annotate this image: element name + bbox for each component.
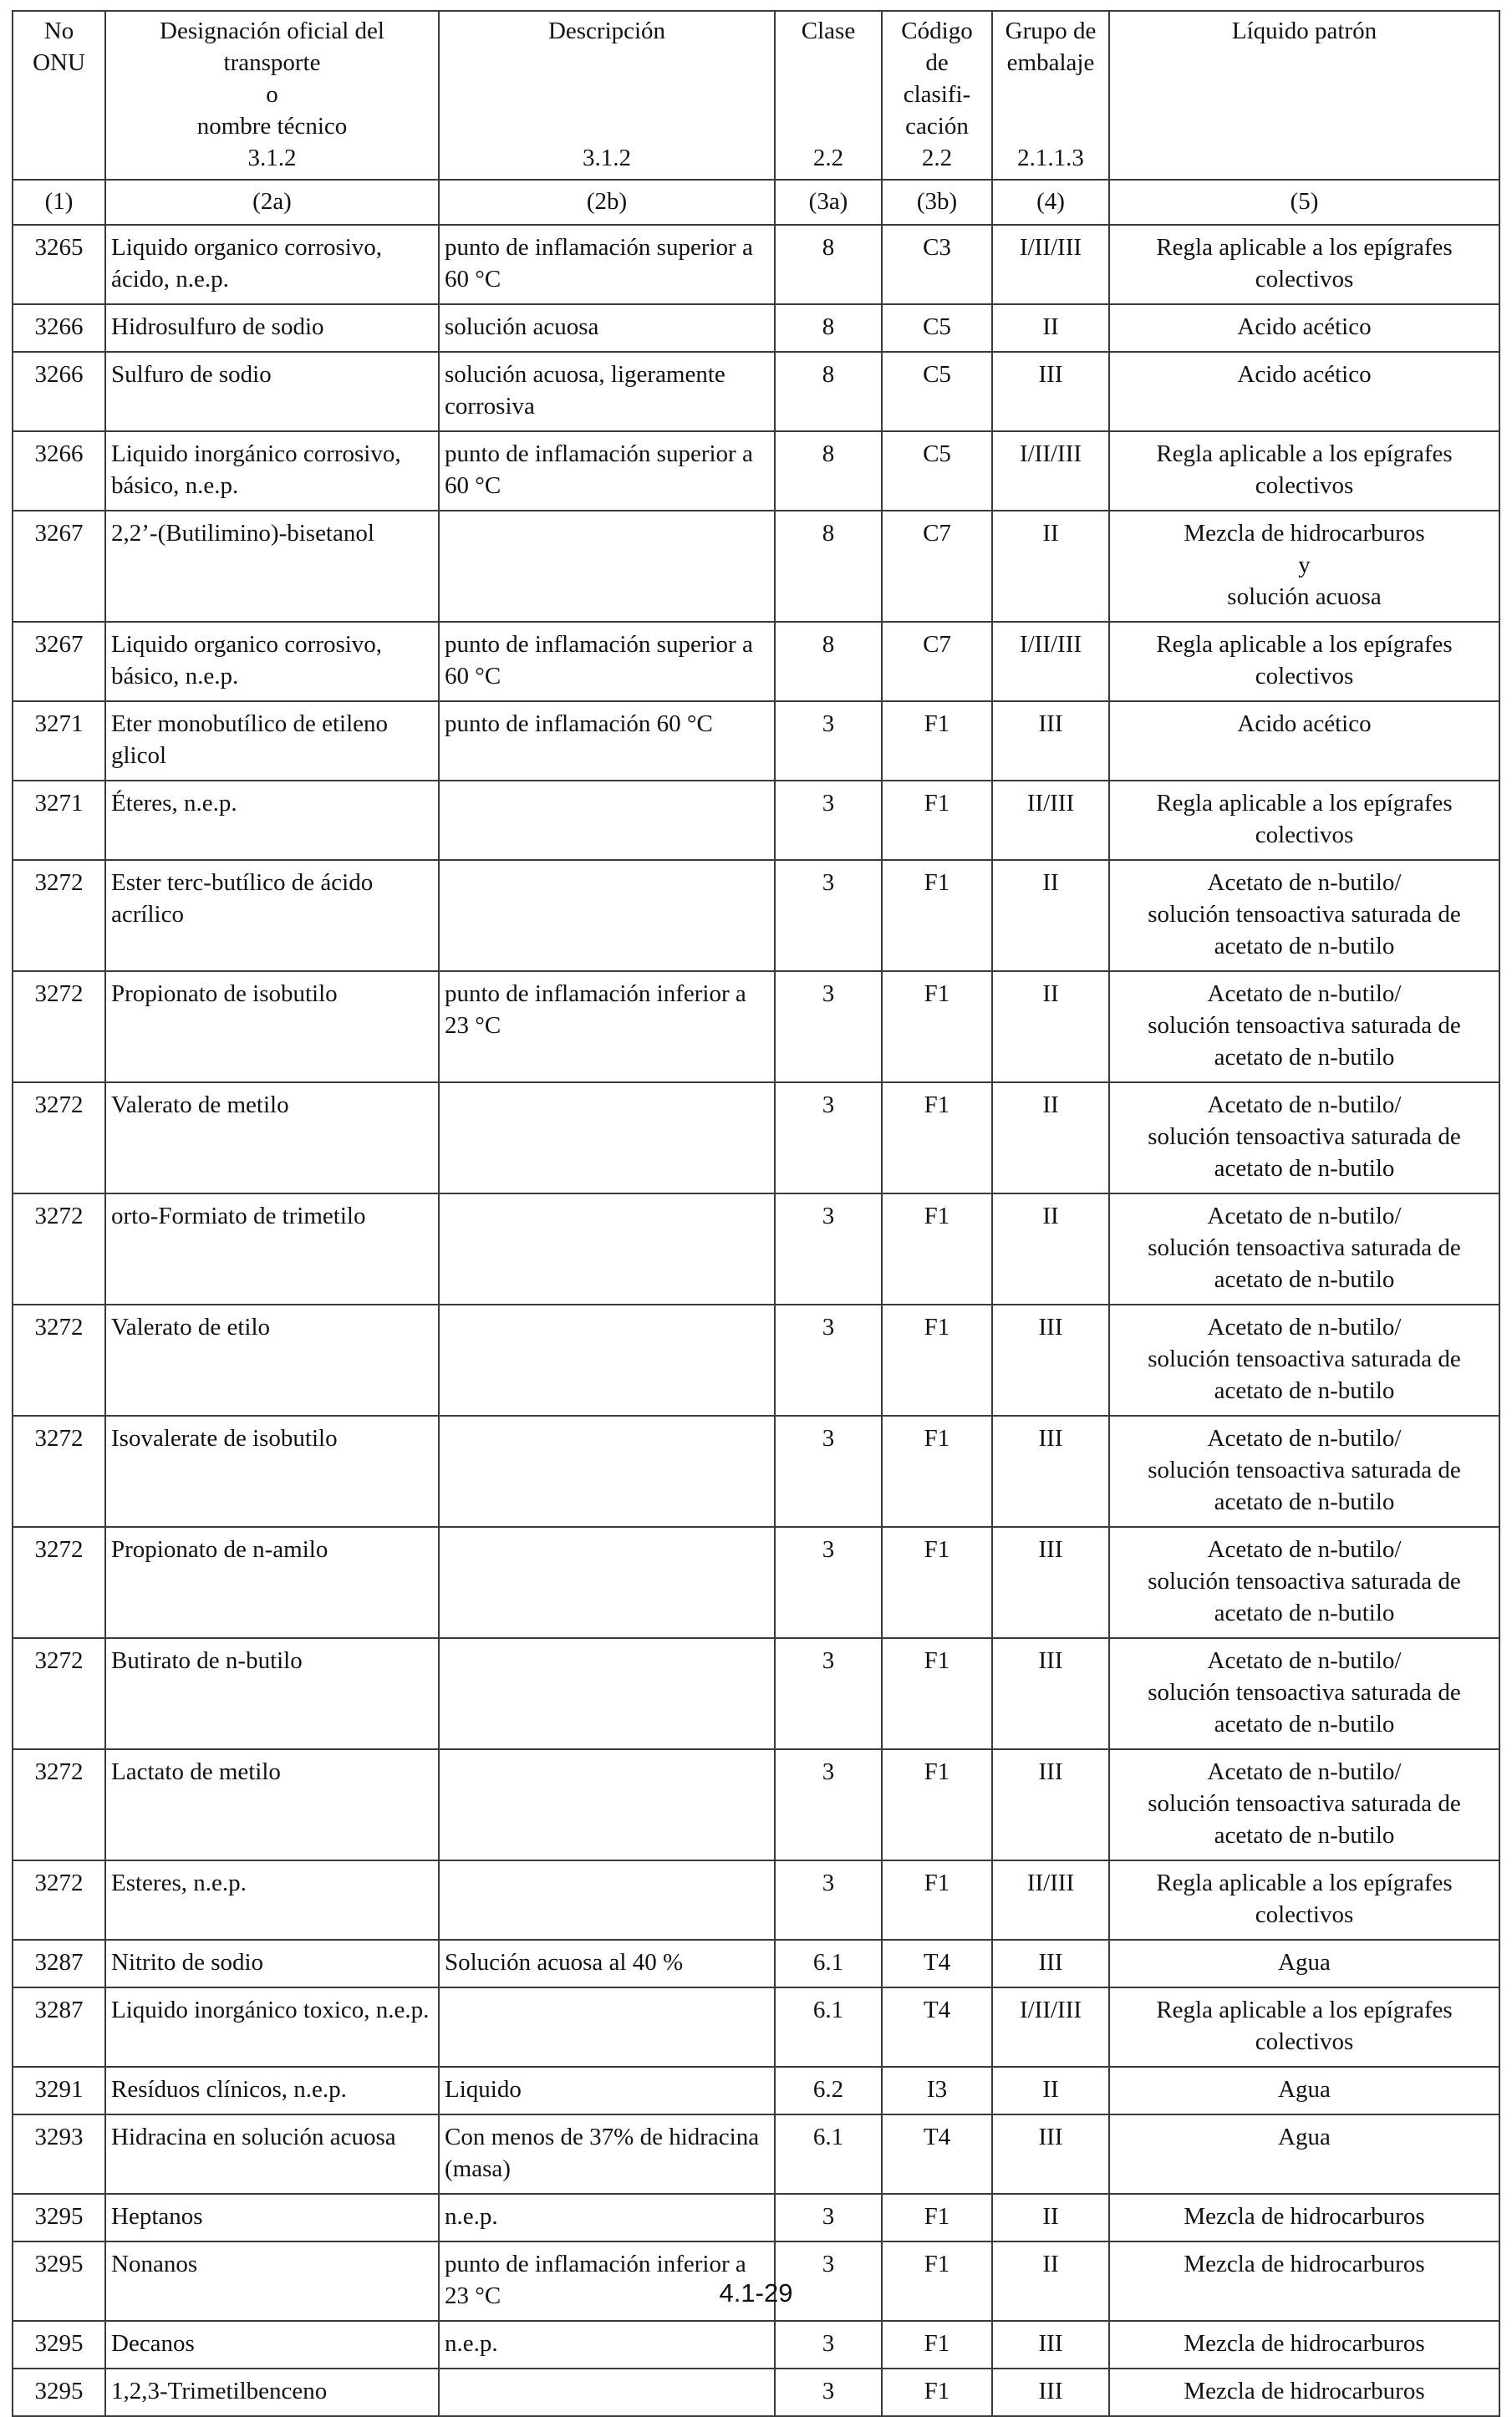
- header-title: Designación oficial del transporte o nombre técnico: [160, 18, 384, 140]
- onu-number-cell: 3293: [13, 2114, 105, 2194]
- standard-liquid-cell: Mezcla de hidrocarburos: [1109, 2321, 1499, 2369]
- designation-cell: orto-Formiato de trimetilo: [105, 1193, 439, 1305]
- table-row: [13, 1987, 1499, 2067]
- classification-code-cell: C7: [882, 511, 992, 622]
- designation-cell: Liquido organico corrosivo, básico, n.e.p.: [105, 622, 439, 701]
- designation-cell: Sulfuro de sodio: [105, 352, 439, 431]
- table-row: [13, 2067, 1499, 2114]
- table-row: [13, 352, 1499, 431]
- header-title: Descripción: [547, 18, 666, 44]
- description-cell: [439, 1638, 775, 1749]
- description-cell: punto de inflamación superior a 60 °C: [439, 225, 775, 304]
- standard-liquid-cell: Mezcla de hidrocarburos: [1109, 2369, 1499, 2416]
- classification-code-cell: C7: [882, 622, 992, 701]
- description-cell: punto de inflamación superior a 60 °C: [439, 431, 775, 511]
- onu-number-cell: 3272: [13, 1082, 105, 1193]
- classification-code-cell: C5: [882, 304, 992, 352]
- classification-code-cell: F1: [882, 860, 992, 971]
- class-cell: 6.1: [775, 2114, 882, 2194]
- description-cell: [439, 1082, 775, 1193]
- class-cell: 3: [775, 1416, 882, 1527]
- packing-group-cell: II: [992, 971, 1109, 1082]
- class-cell: 8: [775, 511, 882, 622]
- classification-code-cell: F1: [882, 1305, 992, 1416]
- standard-liquid-cell: Acetato de n-butilo/ solución tensoactiva saturada de acetato de n-butilo: [1109, 1193, 1499, 1305]
- packing-group-cell: II/III: [992, 781, 1109, 860]
- header-ref: 2.2: [921, 145, 953, 171]
- designation-cell: Propionato de isobutilo: [105, 971, 439, 1082]
- packing-group-cell: III: [992, 701, 1109, 781]
- designation-cell: Decanos: [105, 2321, 439, 2369]
- header-ref: 3.1.2: [247, 145, 297, 171]
- classification-code-cell: C5: [882, 431, 992, 511]
- description-cell: [439, 860, 775, 971]
- table-row: [13, 622, 1499, 701]
- onu-number-cell: 3266: [13, 304, 105, 352]
- class-cell: 3: [775, 1527, 882, 1638]
- table-row: [13, 2114, 1499, 2194]
- header-grupo: [992, 11, 1109, 180]
- standard-liquid-cell: Mezcla de hidrocarburos: [1109, 2194, 1499, 2241]
- class-cell: 6.1: [775, 1940, 882, 1987]
- table-row: [13, 971, 1499, 1082]
- onu-number-cell: 3287: [13, 1940, 105, 1987]
- standard-liquid-cell: Agua: [1109, 1940, 1499, 1987]
- description-cell: n.e.p.: [439, 2194, 775, 2241]
- classification-code-cell: F1: [882, 1860, 992, 1940]
- table-row: [13, 511, 1499, 622]
- description-cell: [439, 1193, 775, 1305]
- class-cell: 8: [775, 352, 882, 431]
- column-number: (3a): [775, 180, 882, 225]
- classification-code-cell: F1: [882, 701, 992, 781]
- designation-cell: Ester terc-butílico de ácido acrílico: [105, 860, 439, 971]
- header-title: No ONU: [33, 18, 85, 76]
- table-row: [13, 225, 1499, 304]
- column-number: (5): [1109, 180, 1499, 225]
- class-cell: 3: [775, 1082, 882, 1193]
- class-cell: 8: [775, 225, 882, 304]
- standard-liquid-cell: Regla aplicable a los epígrafes colectivos: [1109, 622, 1499, 701]
- standard-liquid-cell: Acetato de n-butilo/ solución tensoactiva saturada de acetato de n-butilo: [1109, 1082, 1499, 1193]
- header-clase: [775, 11, 882, 180]
- standard-liquid-cell: Acetato de n-butilo/ solución tensoactiva saturada de acetato de n-butilo: [1109, 1416, 1499, 1527]
- packing-group-cell: II: [992, 2067, 1109, 2114]
- table-row: [13, 701, 1499, 781]
- designation-cell: Butirato de n-butilo: [105, 1638, 439, 1749]
- onu-number-cell: 3295: [13, 2369, 105, 2416]
- class-cell: 3: [775, 2241, 882, 2321]
- classification-code-cell: F1: [882, 971, 992, 1082]
- standard-liquid-cell: Acetato de n-butilo/ solución tensoactiva saturada de acetato de n-butilo: [1109, 1749, 1499, 1860]
- packing-group-cell: III: [992, 2321, 1109, 2369]
- packing-group-cell: III: [992, 1527, 1109, 1638]
- classification-code-cell: F1: [882, 1527, 992, 1638]
- onu-number-cell: 3291: [13, 2067, 105, 2114]
- description-cell: [439, 781, 775, 860]
- class-cell: 3: [775, 2194, 882, 2241]
- onu-number-cell: 3295: [13, 2241, 105, 2321]
- table-row: [13, 1940, 1499, 1987]
- designation-cell: Éteres, n.e.p.: [105, 781, 439, 860]
- standard-liquid-cell: Acido acético: [1109, 304, 1499, 352]
- description-cell: [439, 1416, 775, 1527]
- designation-cell: Propionato de n-amilo: [105, 1527, 439, 1638]
- packing-group-cell: II: [992, 1082, 1109, 1193]
- column-number: (4): [992, 180, 1109, 225]
- column-number: (1): [13, 180, 105, 225]
- header-ref: 2.2: [812, 145, 844, 171]
- designation-cell: 1,2,3-Trimetilbenceno: [105, 2369, 439, 2416]
- designation-cell: Resíduos clínicos, n.e.p.: [105, 2067, 439, 2114]
- onu-number-cell: 3266: [13, 431, 105, 511]
- header-title: Clase: [801, 18, 856, 44]
- description-cell: [439, 1749, 775, 1860]
- header-designacion: [105, 11, 439, 180]
- designation-cell: Liquido inorgánico corrosivo, básico, n.e.p.: [105, 431, 439, 511]
- class-cell: 8: [775, 431, 882, 511]
- onu-number-cell: 3295: [13, 2194, 105, 2241]
- table-row: [13, 1305, 1499, 1416]
- class-cell: 3: [775, 1749, 882, 1860]
- class-cell: 8: [775, 622, 882, 701]
- onu-number-cell: 3271: [13, 781, 105, 860]
- onu-number-cell: 3272: [13, 1638, 105, 1749]
- description-cell: [439, 1305, 775, 1416]
- classification-code-cell: F1: [882, 2194, 992, 2241]
- designation-cell: Nitrito de sodio: [105, 1940, 439, 1987]
- description-cell: punto de inflamación inferior a 23 °C: [439, 971, 775, 1082]
- header-title: Grupo de embalaje: [1005, 18, 1097, 76]
- classification-code-cell: C5: [882, 352, 992, 431]
- description-cell: punto de inflamación superior a 60 °C: [439, 622, 775, 701]
- description-cell: n.e.p.: [439, 2321, 775, 2369]
- standard-liquid-cell: Acetato de n-butilo/ solución tensoactiva saturada de acetato de n-butilo: [1109, 1305, 1499, 1416]
- page-number: 4.1-29: [719, 2278, 793, 2308]
- onu-number-cell: 3295: [13, 2321, 105, 2369]
- packing-group-cell: II: [992, 1193, 1109, 1305]
- table-row: [13, 2194, 1499, 2241]
- standard-liquid-cell: Regla aplicable a los epígrafes colectivos: [1109, 1860, 1499, 1940]
- description-cell: solución acuosa: [439, 304, 775, 352]
- packing-group-cell: III: [992, 1638, 1109, 1749]
- classification-code-cell: T4: [882, 1987, 992, 2067]
- standard-liquid-cell: Regla aplicable a los epígrafes colectivos: [1109, 781, 1499, 860]
- classification-code-cell: F1: [882, 1749, 992, 1860]
- column-number: (3b): [882, 180, 992, 225]
- table-body: [13, 225, 1499, 2416]
- packing-group-cell: II: [992, 304, 1109, 352]
- table-row: [13, 1749, 1499, 1860]
- classification-code-cell: T4: [882, 2114, 992, 2194]
- packing-group-cell: II/III: [992, 1860, 1109, 1940]
- header-row: [13, 11, 1499, 180]
- standard-liquid-cell: Mezcla de hidrocarburos y solución acuosa: [1109, 511, 1499, 622]
- header-title: Líquido patrón: [1231, 18, 1377, 44]
- packing-group-cell: III: [992, 1749, 1109, 1860]
- description-cell: solución acuosa, ligeramente corrosiva: [439, 352, 775, 431]
- column-number: (2b): [439, 180, 775, 225]
- table-row: [13, 1193, 1499, 1305]
- classification-code-cell: T4: [882, 1940, 992, 1987]
- standard-liquid-cell: Acetato de n-butilo/ solución tensoactiva saturada de acetato de n-butilo: [1109, 1527, 1499, 1638]
- table-row: [13, 860, 1499, 971]
- description-cell: [439, 2369, 775, 2416]
- onu-number-cell: 3267: [13, 511, 105, 622]
- classification-code-cell: F1: [882, 1082, 992, 1193]
- designation-cell: Valerato de etilo: [105, 1305, 439, 1416]
- designation-cell: Hidracina en solución acuosa: [105, 2114, 439, 2194]
- table-row: [13, 431, 1499, 511]
- onu-number-cell: 3265: [13, 225, 105, 304]
- onu-number-cell: 3272: [13, 1527, 105, 1638]
- classification-code-cell: F1: [882, 2369, 992, 2416]
- standard-liquid-cell: Acido acético: [1109, 352, 1499, 431]
- designation-cell: Valerato de metilo: [105, 1082, 439, 1193]
- packing-group-cell: III: [992, 2114, 1109, 2194]
- class-cell: 3: [775, 1305, 882, 1416]
- description-cell: punto de inflamación inferior a 23 °C: [439, 2241, 775, 2321]
- description-cell: [439, 1527, 775, 1638]
- designation-cell: Hidrosulfuro de sodio: [105, 304, 439, 352]
- designation-cell: Nonanos: [105, 2241, 439, 2321]
- packing-group-cell: I/II/III: [992, 1987, 1109, 2067]
- onu-number-cell: 3272: [13, 1193, 105, 1305]
- onu-number-cell: 3272: [13, 1416, 105, 1527]
- header-ref: 2.1.1.3: [1017, 145, 1084, 171]
- standard-liquid-cell: Regla aplicable a los epígrafes colectivos: [1109, 1987, 1499, 2067]
- designation-cell: 2,2’-(Butilimino)-bisetanol: [105, 511, 439, 622]
- classification-code-cell: F1: [882, 2321, 992, 2369]
- column-number: (2a): [105, 180, 439, 225]
- onu-number-cell: 3267: [13, 622, 105, 701]
- class-cell: 3: [775, 1638, 882, 1749]
- onu-number-cell: 3272: [13, 1860, 105, 1940]
- description-cell: Solución acuosa al 40 %: [439, 1940, 775, 1987]
- classification-code-cell: C3: [882, 225, 992, 304]
- table-row: [13, 781, 1499, 860]
- packing-group-cell: I/II/III: [992, 431, 1109, 511]
- packing-group-cell: III: [992, 1416, 1109, 1527]
- packing-group-cell: III: [992, 2369, 1109, 2416]
- packing-group-cell: II: [992, 2241, 1109, 2321]
- classification-code-cell: F1: [882, 2241, 992, 2321]
- packing-group-cell: III: [992, 1940, 1109, 1987]
- designation-cell: Esteres, n.e.p.: [105, 1860, 439, 1940]
- class-cell: 6.2: [775, 2067, 882, 2114]
- classification-code-cell: I3: [882, 2067, 992, 2114]
- designation-cell: Liquido organico corrosivo, ácido, n.e.p.: [105, 225, 439, 304]
- onu-number-cell: 3287: [13, 1987, 105, 2067]
- description-cell: Liquido: [439, 2067, 775, 2114]
- onu-number-cell: 3266: [13, 352, 105, 431]
- class-cell: 3: [775, 1860, 882, 1940]
- class-cell: 3: [775, 2369, 882, 2416]
- description-cell: Con menos de 37% de hidracina (masa): [439, 2114, 775, 2194]
- class-cell: 8: [775, 304, 882, 352]
- classification-code-cell: F1: [882, 781, 992, 860]
- class-cell: 3: [775, 860, 882, 971]
- class-cell: 3: [775, 2321, 882, 2369]
- column-number-row: [13, 180, 1499, 225]
- designation-cell: Isovalerate de isobutilo: [105, 1416, 439, 1527]
- standard-liquid-cell: Agua: [1109, 2067, 1499, 2114]
- description-cell: [439, 1987, 775, 2067]
- standard-liquid-cell: Mezcla de hidrocarburos: [1109, 2241, 1499, 2321]
- packing-group-cell: I/II/III: [992, 225, 1109, 304]
- class-cell: 6.1: [775, 1987, 882, 2067]
- table-row: [13, 304, 1499, 352]
- packing-group-cell: II: [992, 860, 1109, 971]
- classification-code-cell: F1: [882, 1193, 992, 1305]
- description-cell: [439, 511, 775, 622]
- designation-cell: Heptanos: [105, 2194, 439, 2241]
- class-cell: 3: [775, 701, 882, 781]
- table-row: [13, 1416, 1499, 1527]
- standard-liquid-cell: Acetato de n-butilo/ solución tensoactiva saturada de acetato de n-butilo: [1109, 971, 1499, 1082]
- header-ref: 3.1.2: [583, 145, 631, 171]
- designation-cell: Eter monobutílico de etileno glicol: [105, 701, 439, 781]
- substances-table: [12, 10, 1500, 2417]
- header-codigo: [882, 11, 992, 180]
- table-row: [13, 2321, 1499, 2369]
- packing-group-cell: III: [992, 352, 1109, 431]
- class-cell: 3: [775, 781, 882, 860]
- packing-group-cell: II: [992, 511, 1109, 622]
- table-row: [13, 1638, 1499, 1749]
- class-cell: 3: [775, 1193, 882, 1305]
- standard-liquid-cell: Acido acético: [1109, 701, 1499, 781]
- designation-cell: Lactato de metilo: [105, 1749, 439, 1860]
- table-row: [13, 1860, 1499, 1940]
- packing-group-cell: III: [992, 1305, 1109, 1416]
- onu-number-cell: 3271: [13, 701, 105, 781]
- onu-number-cell: 3272: [13, 1749, 105, 1860]
- packing-group-cell: I/II/III: [992, 622, 1109, 701]
- header-onu: [13, 11, 105, 180]
- packing-group-cell: II: [992, 2194, 1109, 2241]
- standard-liquid-cell: Acetato de n-butilo/ solución tensoactiva saturada de acetato de n-butilo: [1109, 1638, 1499, 1749]
- standard-liquid-cell: Regla aplicable a los epígrafes colectivos: [1109, 431, 1499, 511]
- table-row: [13, 1082, 1499, 1193]
- header-liquido: [1109, 11, 1499, 180]
- onu-number-cell: 3272: [13, 1305, 105, 1416]
- description-cell: [439, 1860, 775, 1940]
- header-title: Código de clasifi- cación: [901, 18, 973, 140]
- description-cell: punto de inflamación 60 °C: [439, 701, 775, 781]
- onu-number-cell: 3272: [13, 971, 105, 1082]
- classification-code-cell: F1: [882, 1416, 992, 1527]
- standard-liquid-cell: Regla aplicable a los epígrafes colectivos: [1109, 225, 1499, 304]
- table-row: [13, 2369, 1499, 2416]
- header-descripcion: [439, 11, 775, 180]
- classification-code-cell: F1: [882, 1638, 992, 1749]
- standard-liquid-cell: Agua: [1109, 2114, 1499, 2194]
- table-row: [13, 1527, 1499, 1638]
- designation-cell: Liquido inorgánico toxico, n.e.p.: [105, 1987, 439, 2067]
- onu-number-cell: 3272: [13, 860, 105, 971]
- class-cell: 3: [775, 971, 882, 1082]
- standard-liquid-cell: Acetato de n-butilo/ solución tensoactiva saturada de acetato de n-butilo: [1109, 860, 1499, 971]
